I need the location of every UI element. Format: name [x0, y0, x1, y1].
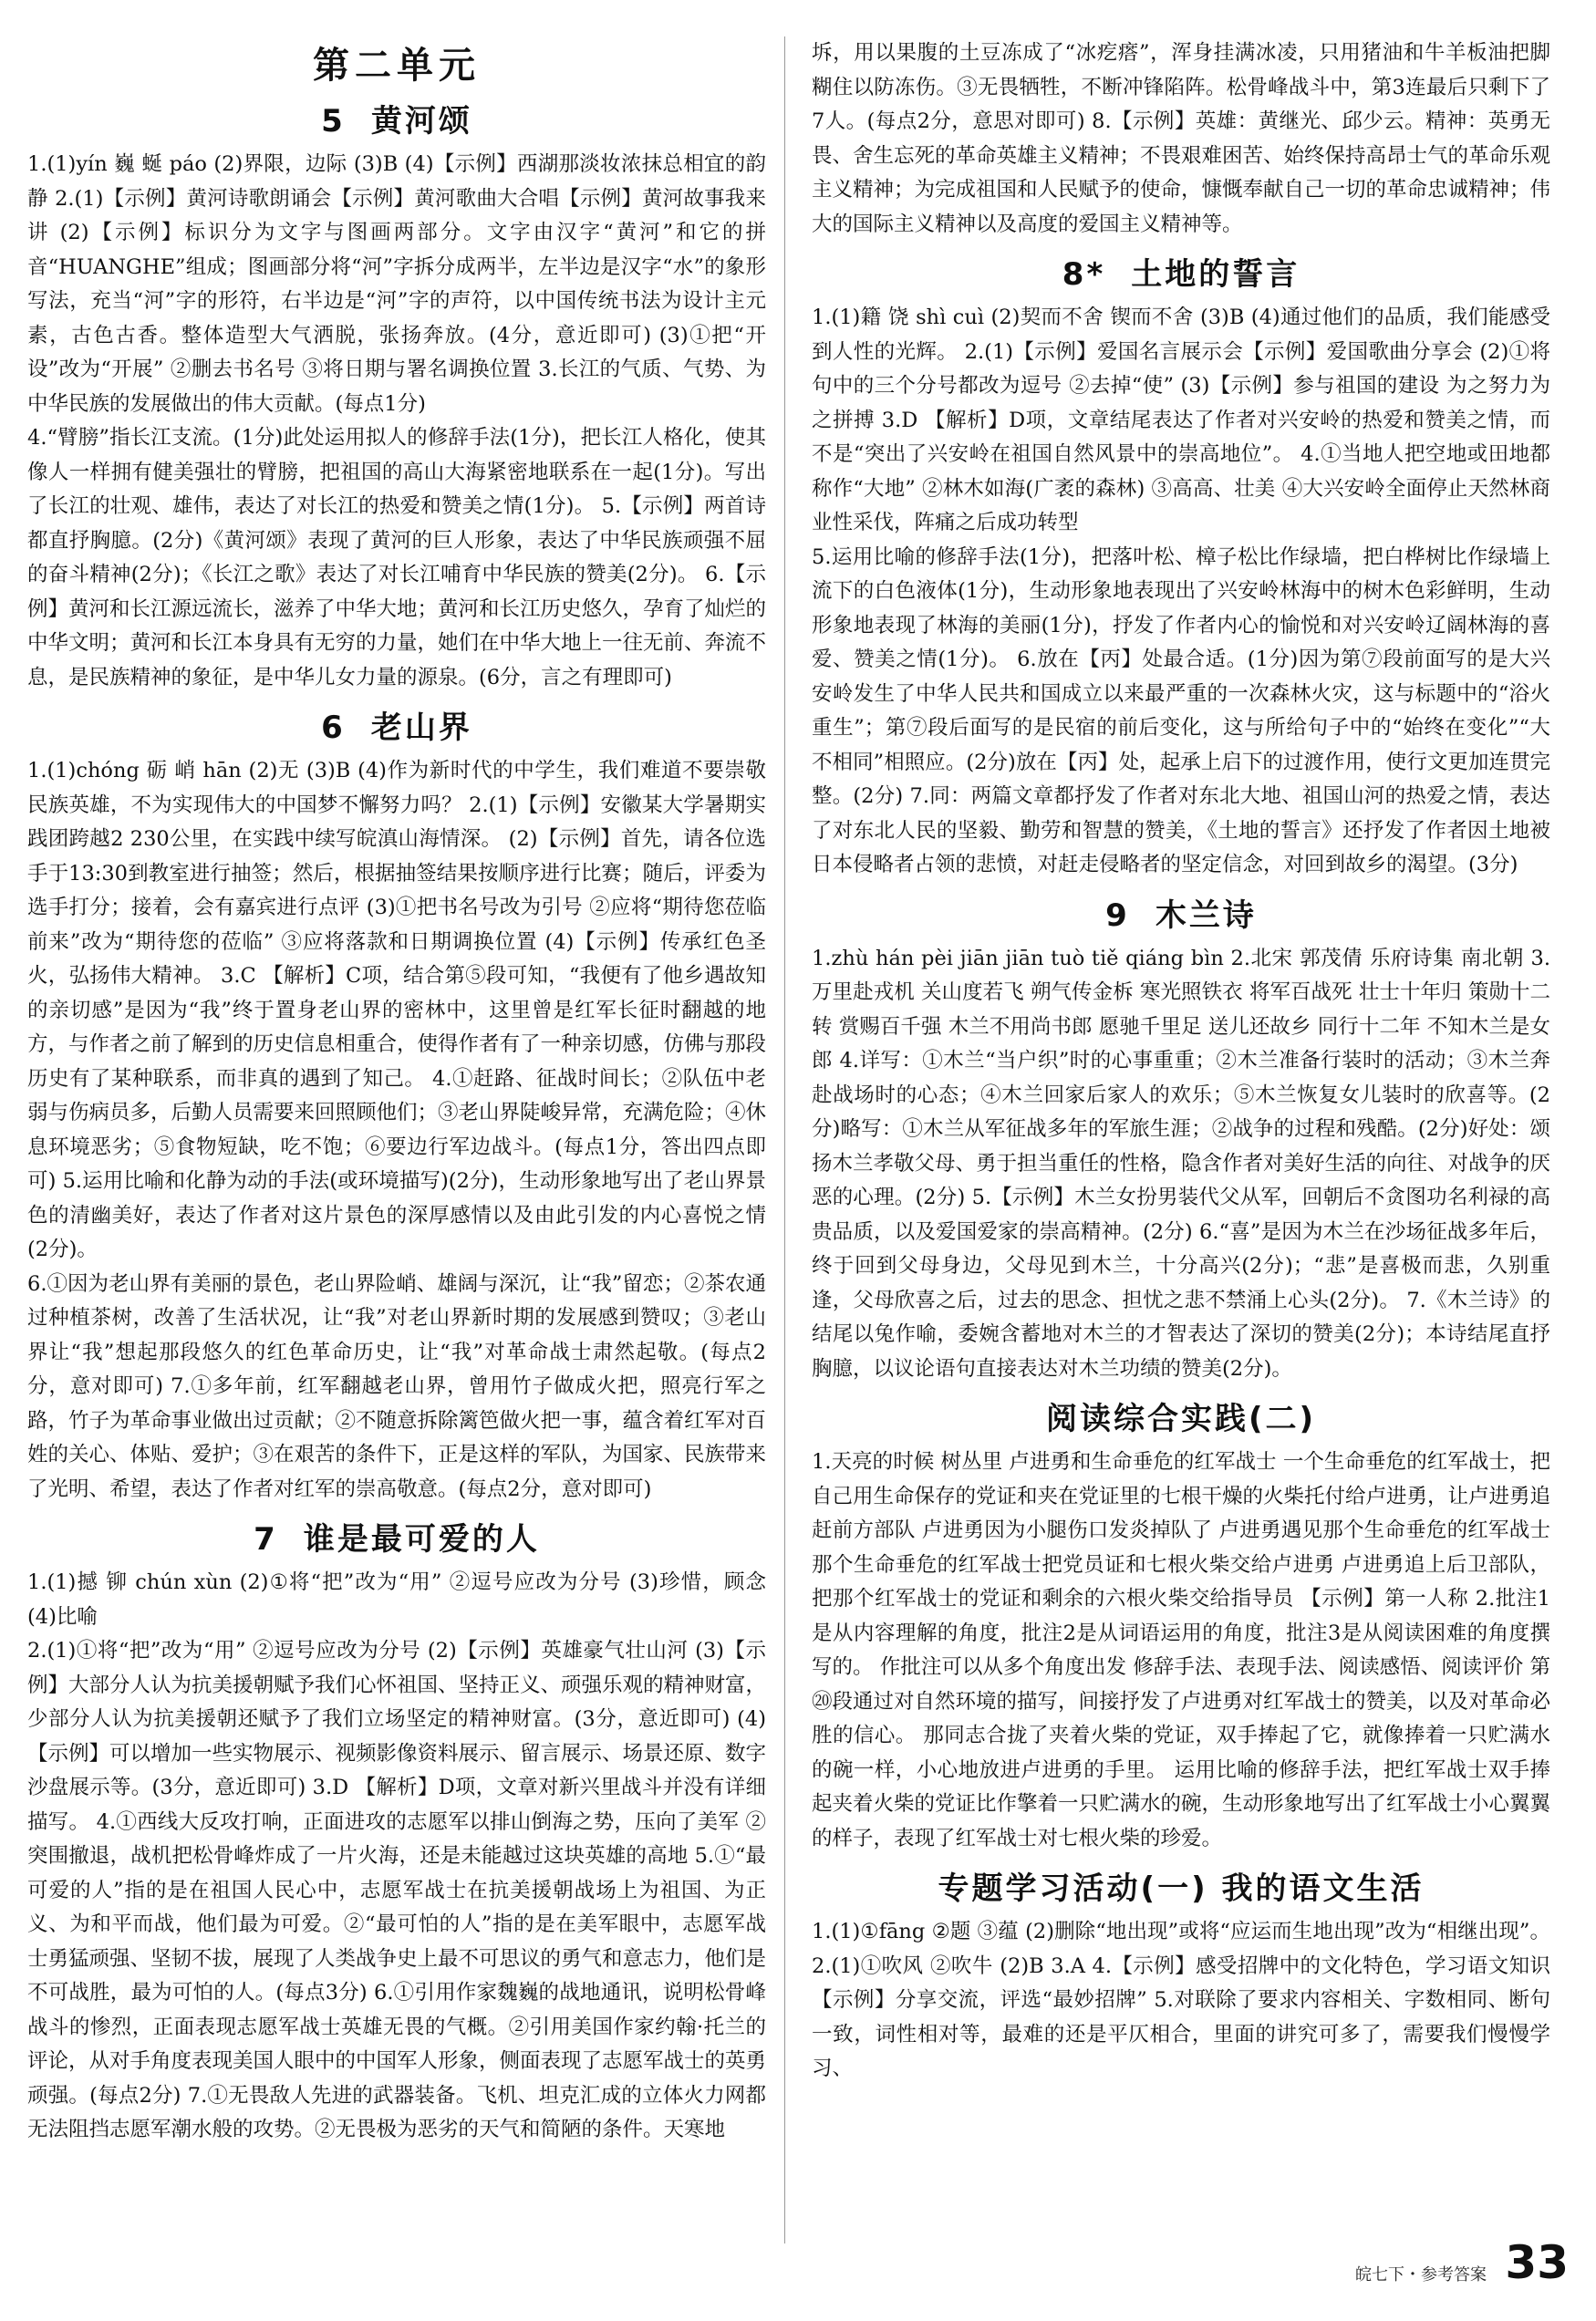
- answer-body: [812, 942, 1550, 1387]
- lesson-title-text: 谁是最可爱的人: [303, 1521, 540, 1558]
- lesson-title-text: 阅读综合实践(二): [1045, 1401, 1317, 1437]
- answer-paragraph: 1.(1)chóng 砺 峭 hān (2)无 (3)B (4)作为新时代的中学生，我们难道不要崇敬民族英雄，不为实现伟大的中国梦不懈努力吗？ 2.(1)【示例】安徽某大学暑期实践团跨越2 230公里，在实践中续写皖滇山海情深。 (2)【示例】首先，请各位选手于13:30到教室进行抽签；然后，根据抽签结果按顺序进行比赛；随后，评委为选手打分；接着，会有嘉宾进行点评 (3)①把书名号改为引号 ②应将“期待您莅临前来”改为“期待您的莅临” ③应将落款和日期调换位置 (4)【示例】传承红色圣火，弘扬伟大精神。 3.C 【解析】C项，结合第⑤段可知，“我便有了他乡遇故知的亲切感”是因为“我”终于置身老山界的密林中，这里曾是红军长征时翻越的地方，与作者之前了解到的历史信息相重合，使得作者有了一种亲切感，仿佛与那段历史有了某种联系，而非真的遇到了知己。 4.①赶路、征战时间长；②队伍中老弱与伤病员多，后勤人员需要来回照顾他们；③老山界陡峻异常，充满危险；④休息环境恶劣；⑤食物短缺，吃不饱；⑥要边行军边战斗。(每点1分，答出四点即可) 5.运用比喻和化静为动的手法(或环境描写)(2分)，生动形象地写出了老山界景色的清幽美好，表达了作者对这片景色的深厚感情以及由此引发的内心喜悦之情(2分)。: [27, 759, 767, 1261]
- lesson-section: [812, 1394, 1550, 1856]
- answer-paragraph: 坼，用以果腹的土豆冻成了“冰疙瘩”，浑身挂满冰凌，只用猪油和牛羊板油把脚糊住以防冻伤。③无畏牺牲，不断冲锋陷阵。松骨峰战斗中，第3连最后只剩下了7人。(每点2分，意思对即可) 8.【示例】英雄：黄继光、邱少云。精神：英勇无畏、舍生忘死的革命英雄主义精神；不畏艰难困苦、始终保持高昂士气的革命乐观主义精神；为完成祖国和人民赋予的使命，慷慨奉献自己一切的革命忠诚精神；伟大的国际主义精神以及高度的爱国主义精神等。: [812, 41, 1551, 236]
- answer-paragraph: 1.(1)籍 饶 shì cuì (2)契而不舍 锲而不舍 (3)B (4)通过他们的品质，我们能感受到人性的光辉。 2.(1)【示例】爱国名言展示会【示例】爱国歌曲分享会 (2)①将句中的三个分号都改为逗号 ②去掉“使” (3)【示例】参与祖国的建设 为之努力为之拼搏 3.D 【解析】D项，文章结尾表达了作者对兴安岭的热爱和赞美之情，而不是“突出了兴安岭在祖国自然风景中的崇高地位”。 4.①当地人把空地或田地都称作“大地” ②林木如海(广袤的森林) ③高高、壮美 ④大兴安岭全面停止天然林商业性采伐，阵痛之后成功转型: [812, 306, 1550, 534]
- answer-paragraph: 6.①因为老山界有美丽的景色，老山界险峭、雄阔与深沉，让“我”留恋；②茶农通过种植茶树，改善了生活状况，让“我”对老山界新时期的发展感到赞叹；③老山界让“我”想起那段悠久的红色革命历史，让“我”对革命战士肃然起敬。(每点2分，意对即可) 7.①多年前，红军翻越老山界，曾用竹子做成火把，照亮行军之路，竹子为革命事业做出过贡献；②不随意拆除篱笆做火把一事，蕴含着红军对百姓的关心、体贴、爱护；③在艰苦的条件下，正是这样的军队，为国家、民族带来了光明、希望，表达了作者对红军的崇高敬意。(每点2分，意对即可): [27, 1271, 767, 1501]
- answer-paragraph: 1.天亮的时候 树丛里 卢进勇和生命垂危的红军战士 一个生命垂危的红军战士，把自己用生命保存的党证和夹在党证里的七根干燥的火柴托付给卢进勇，让卢进勇追赶前方部队 卢进勇因为小腿伤口发炎掉队了 卢进勇遇见那个生命垂危的红军战士 那个生命垂危的红军战士把党员证和七根火柴交给卢进勇 卢进勇追上后卫部队，把那个红军战士的党证和剩余的六根火柴交给指导员 【示例】第一人称 2.批注1是从内容理解的角度，批注2是从词语运用的角度，批注3是从阅读困难的角度撰写的。 作批注可以从多个角度出发 修辞手法、表现手法、阅读感悟、阅读评价 第⑳段通过对自然环境的描写，间接抒发了卢进勇对红军战士的赞美，以及对革命必胜的信心。 那同志合拢了夹着火柴的党证，双手捧起了它，就像捧着一只贮满水的碗一样，小心地放进卢进勇的手里。 运用比喻的修辞手法，把红军战士双手捧起夹着火柴的党证比作擎着一只贮满水的碗，生动形象地写出了红军战士小心翼翼的样子，表现了红军战士对七根火柴的珍爱。: [812, 1450, 1551, 1850]
- lesson-section: [27, 702, 766, 1507]
- lesson-section: [27, 1514, 766, 2148]
- lesson-title: [812, 1394, 1550, 1438]
- lesson-title: [812, 249, 1550, 294]
- lesson-title-text: 黄河颂: [370, 103, 472, 140]
- lesson-number: 5: [321, 103, 346, 140]
- answer-paragraph: 2.(1)①将“把”改为“用” ②逗号应改为分号 (2)【示例】英雄豪气壮山河 (3)【示例】大部分人认为抗美援朝赋予我们心怀祖国、坚持正义、顽强乐观的精神财富，少部分人认为抗美援朝还赋予了我们立场坚定的精神财富。(3分，意近即可) (4)【示例】可以增加一些实物展示、视频影像资料展示、留言展示、场景还原、数字沙盘展示等。(3分，意近即可) 3.D 【解析】D项，文章对新兴里战斗并没有详细描写。 4.①西线大反攻打响，正面进攻的志愿军以排山倒海之势，压向了美军 ②突围撤退，战机把松骨峰炸成了一片火海，还是未能越过这块英雄的高地 5.①“最可爱的人”指的是在祖国人民心中，志愿军战士在抗美援朝战场上为祖国、为正义、为和平而战，他们最为可爱。②“最可怕的人”指的是在美军眼中，志愿军战士勇猛顽强、坚韧不拔，展现了人类战争史上最不可思议的勇气和意志力，他们是不可战胜，最为可怕的人。(每点3分) 6.①引用作家魏巍的战地通讯，说明松骨峰战斗的惨烈，正面表现志愿军战士英雄无畏的气概。②引用美国作家约翰·托兰的评论，从对手角度表现美国人眼中的中国军人形象，侧面表现了志愿军战士的英勇顽强。(每点2分) 7.①无畏敌人先进的武器装备。飞机、坦克汇成的立体火力网都无法阻挡志愿军潮水般的攻势。②无畏极为恶劣的天气和简陋的条件。天寒地: [27, 1639, 767, 2141]
- answer-paragraph: 1.(1)yín 巍 蜒 páo (2)界限，边际 (3)B (4)【示例】西湖那淡妆浓抹总相宜的韵静 2.(1)【示例】黄河诗歌朗诵会【示例】黄河歌曲大合唱【示例】黄河故事我来讲 (2)【示例】标识分为文字与图画两部分。文字由汉字“黄河”和它的拼音“HUANGHE”组成；图画部分将“河”字拆分成两半，左半边是汉字“水”的象形写法，充当“河”字的形符，右半边是“河”字的声符，以中国传统书法为设计主元素，古色古香。整体造型大气洒脱，张扬奔放。(4分，意近即可) (3)①把“开设”改为“开展” ②删去书名号 ③将日期与署名调换位置 3.长江的气质、气势、为中华民族的发展做出的伟大贡献。(每点1分): [27, 152, 766, 416]
- lesson-title-text: 专题学习活动(一) 我的语文生活: [938, 1870, 1425, 1907]
- answer-paragraph: 4.“臂膀”指长江支流。(1分)此处运用拟人的修辞手法(1分)，把长江人格化，使其像人一样拥有健美强壮的臂膀，把祖国的高山大海紧密地联系在一起(1分)。写出了长江的壮观、雄伟，表达了对长江的热爱和赞美之情(1分)。 5.【示例】两首诗都直抒胸臆。(2分)《黄河颂》表现了黄河的巨人形象，表达了中华民族顽强不屈的奋斗精神(2分)；《长江之歌》表达了对长江哺育中华民族的赞美(2分)。 6.【示例】黄河和长江源远流长，滋养了中华大地；黄河和长江历史悠久，孕育了灿烂的中华文明；黄河和长江本身具有无穷的力量，她们在中华大地上一往无前、奔流不息，是民族精神的象征，是中华儿女力量的源泉。(6分，言之有理即可): [27, 426, 767, 689]
- footer-label: 皖七下・参考答案: [1355, 2265, 1487, 2285]
- lesson-number: 7: [254, 1521, 278, 1558]
- answer-body: [27, 754, 766, 1507]
- answer-body: [27, 1566, 766, 2148]
- column-divider: [784, 36, 785, 2243]
- left-sections: [27, 96, 766, 2148]
- lesson-section: [27, 96, 766, 695]
- lesson-section: [812, 890, 1550, 1387]
- lesson-title-text: 土地的誓言: [1131, 256, 1301, 293]
- answer-body: [812, 36, 1550, 242]
- lesson-section: [812, 1863, 1550, 2087]
- lesson-section: [812, 36, 1550, 242]
- lesson-title: [812, 890, 1550, 935]
- lesson-title-text: 木兰诗: [1155, 896, 1257, 934]
- answer-paragraph: 5.运用比喻的修辞手法(1分)，把落叶松、樟子松比作绿墙，把白桦树比作绿墙上流下的白色液体(1分)，生动形象地表现出了兴安岭林海中的树木色彩鲜明，生动形象地表现了林海的美丽(1分)，抒发了作者内心的愉悦和对兴安岭辽阔林海的喜爱、赞美之情(1分)。 6.放在【丙】处最合适。(1分)因为第⑦段前面写的是大兴安岭发生了中华人民共和国成立以来最严重的一次森林火灾，这与标题中的“浴火重生”；第⑦段后面写的是民宿的前后变化，这与所给句子中的“始终在变化”“大不相同”相照应。(2分)放在【丙】处，起承上启下的过渡作用，使行文更加连贯完整。(2分) 7.同：两篇文章都抒发了作者对东北大地、祖国山河的热爱之情，表达了对东北人民的坚毅、勤劳和智慧的赞美，《土地的誓言》还抒发了作者因土地被日本侵略者占领的悲愤，对赶走侵略者的坚定信念，对回到故乡的渴望。(3分): [812, 544, 1550, 876]
- answer-body: [27, 148, 766, 695]
- right-column: [812, 36, 1550, 2087]
- lesson-title: [27, 702, 766, 747]
- answer-body: [812, 1915, 1550, 2087]
- answer-paragraph: 1.(1)撼 铆 chún xùn (2)①将“把”改为“用” ②逗号应改为分号 (3)珍惜，顾念 (4)比喻: [27, 1570, 766, 1629]
- lesson-title: [27, 96, 766, 140]
- unit-title: 第二单元: [313, 45, 481, 87]
- lesson-section: [812, 249, 1550, 883]
- lesson-number: 9: [1105, 896, 1130, 934]
- lesson-title: [27, 1514, 766, 1559]
- lesson-number: 6: [321, 710, 346, 746]
- left-column: [27, 36, 766, 2148]
- answer-body: [812, 301, 1550, 883]
- lesson-number: 8*: [1062, 256, 1106, 293]
- answer-paragraph: 1.zhù hán pèi jiān jiān tuò tiě qiáng bìn 2.北宋 郭茂倩 乐府诗集 南北朝 3.万里赴戎机 关山度若飞 朔气传金柝 寒光照铁衣 将军百战死 壮士十年归 策勋十二转 赏赐百千强 木兰不用尚书郎 愿驰千里足 送儿还故乡 同行十二年 不知木兰是女郎 4.详写：①木兰“当户织”时的心事重重；②木兰准备行装时的活动；③木兰奔赴战场时的心态；④木兰回家后家人的欢乐；⑤木兰恢复女儿装时的欣喜等。(2分)略写：①木兰从军征战多年的军旅生涯；②战争的过程和残酷。(2分)好处：颂扬木兰孝敬父母、勇于担当重任的性格，隐含作者对美好生活的向往、对战争的厌恶的心理。(2分) 5.【示例】木兰女扮男装代父从军，回朝后不贪图功名利禄的高贵品质，以及爱国爱家的崇高精神。(2分) 6.“喜”是因为木兰在沙场征战多年后，终于回到父母身边，父母见到木兰，十分高兴(2分)；“悲”是喜极而悲，久别重逢，父母欣喜之后，过去的思念、担忧之悲不禁涌上心头(2分)。 7.《木兰诗》的结尾以兔作喻，委婉含蓄地对木兰的才智表达了深切的赞美(2分)；本诗结尾直抒胸臆，以议论语句直接表达对木兰功绩的赞美(2分)。: [812, 946, 1551, 1381]
- page-number: 33: [1505, 2236, 1569, 2289]
- lesson-title-text: 老山界: [370, 710, 472, 746]
- answer-paragraph: 1.(1)①fāng ②题 ③蕴 (2)删除“地出现”或将“应运而生地出现”改为“相继出现”。 2.(1)①吹风 ②吹牛 (2)B 3.A 4.【示例】感受招牌中的文化特色，学习语文知识 【示例】分享交流，评选“最妙招牌” 5.对联除了要求内容相关、字数相同、断句一致，词性相对等，最难的还是平仄相合，里面的讲究可多了，需要我们慢慢学习、: [812, 1920, 1550, 2080]
- right-sections: [812, 36, 1550, 2087]
- answer-body: [812, 1445, 1550, 1856]
- lesson-title: [812, 1863, 1550, 1908]
